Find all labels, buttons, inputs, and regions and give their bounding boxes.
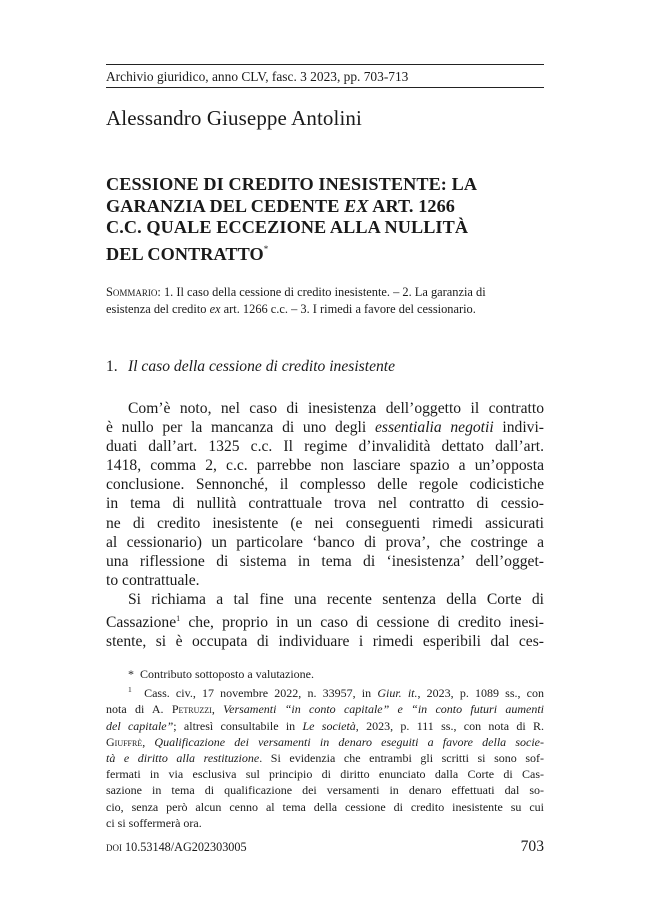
title-line-4: [106, 239, 544, 266]
body-line: to contrattuale.: [106, 571, 200, 589]
footnote-1-line: [106, 750, 544, 766]
summary-italic: ex: [209, 302, 221, 316]
title-text: DEL CONTRATTO: [106, 243, 264, 264]
footnote-text: Cass. civ., 17 novembre 2022, n. 33957, in: [144, 686, 378, 701]
journal-citation: Archivio giuridico, anno CLV, fasc. 3 2023, pp. 703-713: [106, 69, 409, 84]
summary-text: art. 1266 c.c. – 3. I rimedi a favore del cessionario.: [220, 302, 476, 316]
body-line: [106, 418, 544, 437]
section-number: 1.: [106, 358, 118, 375]
page-number: 703: [520, 838, 544, 855]
footnote-italic: tà e diritto alla restituzione: [106, 751, 260, 766]
doi-label: doi: [106, 840, 122, 854]
summary-text: esistenza del credito: [106, 302, 210, 316]
footnote-star: [106, 666, 544, 682]
footnote-text: Contributo sottoposto a valutazione.: [140, 667, 314, 681]
body-line: Com’è noto, nel caso di inesistenza dell’oggetto il contratto: [128, 400, 544, 417]
footnote-1-line: [106, 701, 544, 717]
body-line: conclusione. Sennonché, il complesso delle regole codicistiche: [106, 476, 544, 494]
doi-value: 10.53148/AG202303005: [122, 840, 247, 854]
body-line: stente, si è occupata di individuare i rimedi esperibili dal ces-: [106, 633, 544, 651]
body-line: al cessionario) un particolare ‘banco di prova’, che costringe a: [106, 533, 544, 551]
body-text: [106, 399, 544, 651]
title-footnote-marker: *: [263, 243, 269, 254]
page-footer: [106, 838, 544, 856]
footnote-1-line: [106, 734, 544, 750]
body-text-run: è nullo per la mancanza di uno degli: [106, 419, 375, 437]
footnote-italic: Le società: [302, 718, 356, 733]
footnote-text: . Si evidenzia che entrambi gli scritti si sono sof-: [259, 751, 544, 766]
summary-line-2: [106, 301, 544, 318]
footnote-text: ; altresì consultabile in: [173, 718, 303, 733]
title-italic: EX: [344, 195, 369, 216]
body-text-run: che, proprio in un caso di cessione di credito inesi-: [180, 614, 544, 632]
footnote-text: ,: [142, 734, 155, 749]
author-name: Alessandro Giuseppe Antolini: [106, 106, 362, 130]
body-line: una riflessione di sistema in tema di ‘inesistenza’ dell’ogget-: [106, 552, 544, 570]
doi[interactable]: [106, 840, 247, 855]
footnote-1-line: ci si soffermerà ora.: [106, 815, 202, 830]
section-title: Il caso della cessione di credito inesistente: [128, 358, 396, 375]
body-line: Si richiama a tal fine una recente sentenza della Corte di: [128, 590, 544, 608]
footnotes: [106, 666, 544, 831]
section-heading: [106, 358, 544, 376]
footnote-marker: 1: [128, 685, 132, 695]
summary: [106, 284, 544, 318]
title-line-2: [106, 196, 544, 218]
footnote-1-line: [106, 718, 544, 734]
title-line-3: C.C. QUALE ECCEZIONE ALLA NULLITÀ: [106, 217, 469, 237]
footnote-italic: del capitale”: [106, 718, 174, 733]
footnote-1-line: fermati in via esclusiva sul principio di diritto enunciato dalla Corte di Cas-: [106, 767, 544, 782]
footnote-text: , 2023, p. 1089 ss., con: [417, 686, 545, 701]
footnote-marker: *: [128, 667, 134, 681]
footnote-1-line: [106, 682, 544, 701]
body-line: 1418, comma 2, c.c. parrebbe non lasciare spazio a un’opposta: [106, 457, 544, 475]
footnote-author: Petruzzi: [171, 702, 212, 717]
footnote-italic: Versamenti “in conto capitale” e “in conto futuri aumenti: [223, 702, 545, 717]
footnote-reference[interactable]: 1: [176, 614, 181, 624]
body-line: duati dall’art. 1325 c.c. Il regime d’invalidità dettato dall’art.: [106, 438, 544, 456]
body-text-run: indivi-: [493, 419, 544, 437]
title-text: GARANZIA DEL CEDENTE: [106, 195, 345, 216]
title-line-1: CESSIONE DI CREDITO INESISTENTE: LA: [106, 174, 478, 194]
summary-line-1: [106, 284, 544, 301]
footnote-italic: Giur. it.: [377, 686, 418, 701]
footnote-italic: Qualificazione dei versamenti in denaro eseguiti a favore della socie-: [154, 734, 544, 749]
title-text: ART. 1266: [368, 195, 455, 216]
footnote-text: ,: [211, 702, 224, 717]
body-line: ne di credito inesistente (e nei conseguenti rimedi assicurati: [106, 514, 544, 532]
summary-text: : 1. Il caso della cessione di credito inesistente. – 2. La garanzia di: [157, 285, 486, 299]
body-line: [106, 609, 544, 632]
body-text-run: Cassazione: [106, 614, 177, 632]
footnote-author: Giuffrè: [106, 734, 143, 749]
footnote-1-line: cio, senza però alcun cenno al tema della cessione di credito inesistente su cui: [106, 799, 544, 814]
footnote-1-line: sazione in tema di qualificazione dei versamenti in denaro effettuati dal so-: [106, 783, 544, 798]
summary-label: Sommario: [106, 285, 158, 299]
article-title: [106, 174, 544, 265]
footnote-text: nota di A.: [106, 702, 172, 717]
body-line: in tema di nullità contrattuale trova nel contratto di cessio-: [106, 495, 544, 513]
running-header: [106, 64, 544, 88]
footnote-text: , 2023, p. 111 ss., con nota di R.: [355, 718, 544, 733]
body-italic: essentialia negotii: [374, 419, 494, 437]
